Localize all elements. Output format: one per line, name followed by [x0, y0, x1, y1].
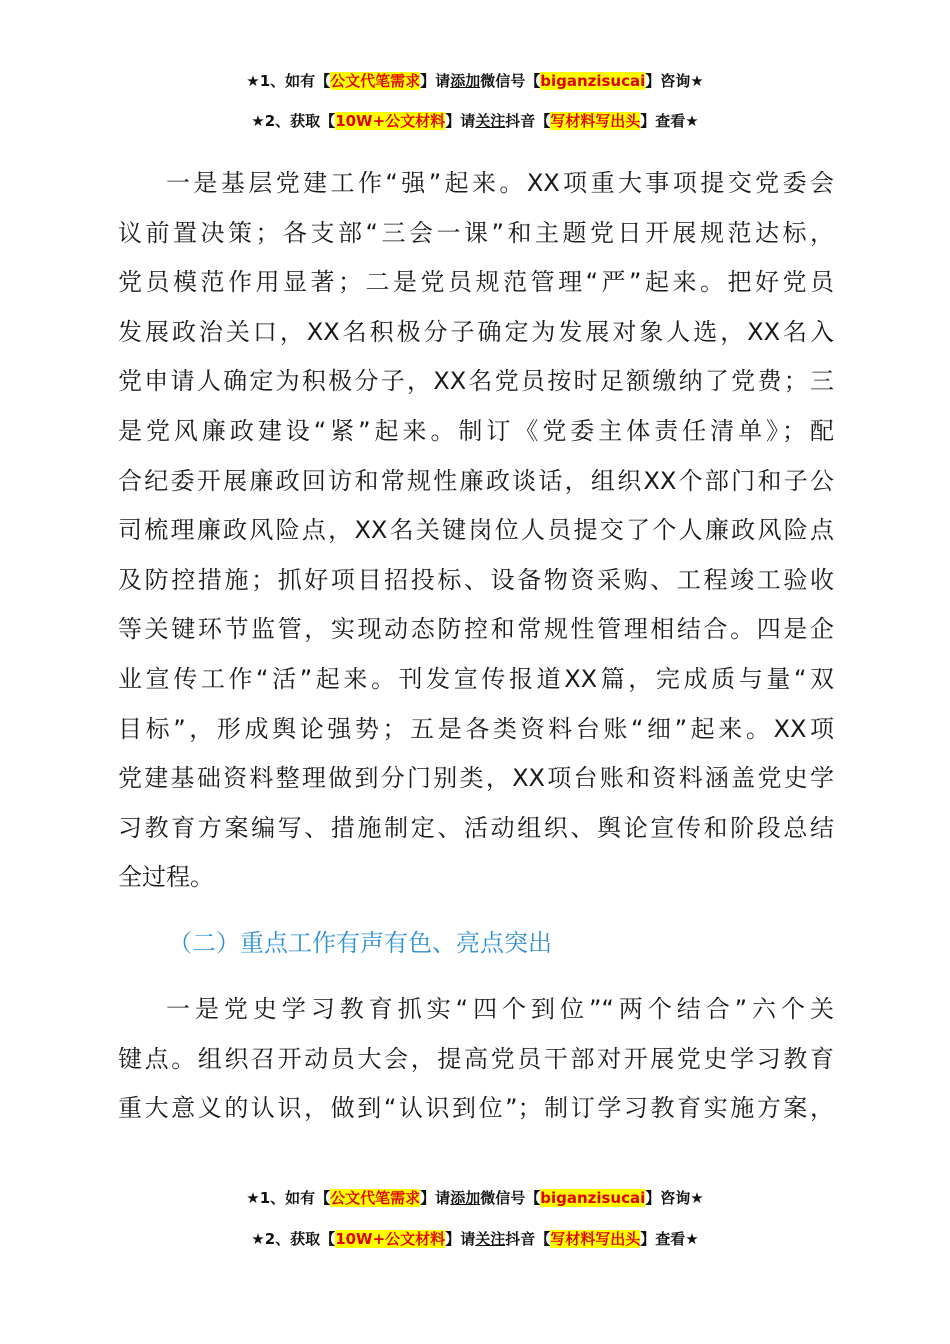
- banner-underline: 关注: [475, 1230, 506, 1248]
- banner-underline: 关注: [475, 112, 506, 130]
- paragraph-line: 合纪委开展廉政回访和常规性廉政谈话，组织XX个部门和子公: [118, 466, 834, 495]
- banner-text: 】请: [420, 72, 451, 90]
- banner-text: 】请: [445, 112, 476, 130]
- top-banner-line-1: [0, 71, 950, 91]
- top-banner-line-2: [0, 111, 950, 131]
- body-paragraph-2: [118, 985, 834, 1134]
- banner-text: 】咨询★: [645, 1189, 704, 1207]
- banner-underline: 添加: [450, 72, 481, 90]
- bottom-banner-line-2: [0, 1229, 950, 1249]
- banner-highlight: 公文代笔需求: [330, 72, 421, 90]
- banner-highlight: 10W+公文材料: [335, 112, 446, 130]
- paragraph-line: 党员模范作用显著；二是党员规范管理“严”起来。把好党员: [118, 268, 834, 297]
- banner-text: ★2、获取【: [251, 1230, 336, 1248]
- paragraph-line: 业宣传工作“活”起来。刊发宣传报道XX篇，完成质与量“双: [118, 664, 834, 693]
- paragraph-line: 党建基础资料整理做到分门别类，XX项台账和资料涵盖党史学: [118, 764, 834, 793]
- paragraph-line: 目标”，形成舆论强势；五是各类资料台账“细”起来。XX项: [118, 714, 834, 743]
- banner-text: 】请: [445, 1230, 476, 1248]
- banner-text: ★2、获取【: [251, 112, 336, 130]
- banner-highlight: 写材料写出头: [550, 112, 641, 130]
- paragraph-line: 发展政治关口，XX名积极分子确定为发展对象人选，XX名入: [118, 317, 834, 346]
- paragraph-line: 司梳理廉政风险点，XX名关键岗位人员提交了个人廉政风险点: [118, 516, 834, 545]
- banner-text: 】查看★: [640, 112, 699, 130]
- banner-highlight: 10W+公文材料: [335, 1230, 446, 1248]
- paragraph-line: 全过程。: [118, 863, 214, 892]
- banner-underline: 添加: [450, 1189, 481, 1207]
- paragraph-line: 党申请人确定为积极分子，XX名党员按时足额缴纳了党费；三: [118, 367, 834, 396]
- paragraph-line: 重大意义的认识，做到“认识到位”；制订学习教育实施方案，: [118, 1094, 834, 1123]
- banner-highlight: 写材料写出头: [550, 1230, 641, 1248]
- banner-text: 】咨询★: [645, 72, 704, 90]
- paragraph-line: 键点。组织召开动员大会，提高党员干部对开展党史学习教育: [118, 1044, 834, 1073]
- banner-text: 】查看★: [640, 1230, 699, 1248]
- banner-text: 微信号【: [480, 72, 541, 90]
- paragraph-line: 等关键环节监管，实现动态防控和常规性管理相结合。四是企: [118, 615, 834, 644]
- bottom-banner-line-1: [0, 1188, 950, 1208]
- paragraph-line: 一是基层党建工作“强”起来。XX项重大事项提交党委会: [166, 169, 834, 197]
- banner-text: 抖音【: [505, 112, 551, 130]
- banner-highlight: 公文代笔需求: [330, 1189, 421, 1207]
- paragraph-line: 议前置决策；各支部“三会一课”和主题党日开展规范达标，: [118, 218, 834, 247]
- banner-text: 抖音【: [505, 1230, 551, 1248]
- paragraph-line: 习教育方案编写、措施制定、活动组织、舆论宣传和阶段总结: [118, 813, 834, 842]
- banner-highlight: biganzisucai: [540, 72, 646, 90]
- banner-text: 】请: [420, 1189, 451, 1207]
- banner-text: 微信号【: [480, 1189, 541, 1207]
- paragraph-line: 及防控措施；抓好项目招投标、设备物资采购、工程竣工验收: [118, 565, 834, 594]
- paragraph-line: 是党风廉政建设“紧”起来。制订《党委主体责任清单》；配: [118, 416, 834, 445]
- paragraph-line: 一是党史学习教育抓实“四个到位”“两个结合”六个关: [166, 995, 834, 1023]
- body-paragraph-1: [118, 159, 834, 903]
- banner-text: ★1、如有【: [246, 72, 331, 90]
- banner-text: ★1、如有【: [246, 1189, 331, 1207]
- banner-highlight: biganzisucai: [540, 1189, 646, 1207]
- section-heading: （二）重点工作有声有色、亮点突出: [168, 929, 552, 957]
